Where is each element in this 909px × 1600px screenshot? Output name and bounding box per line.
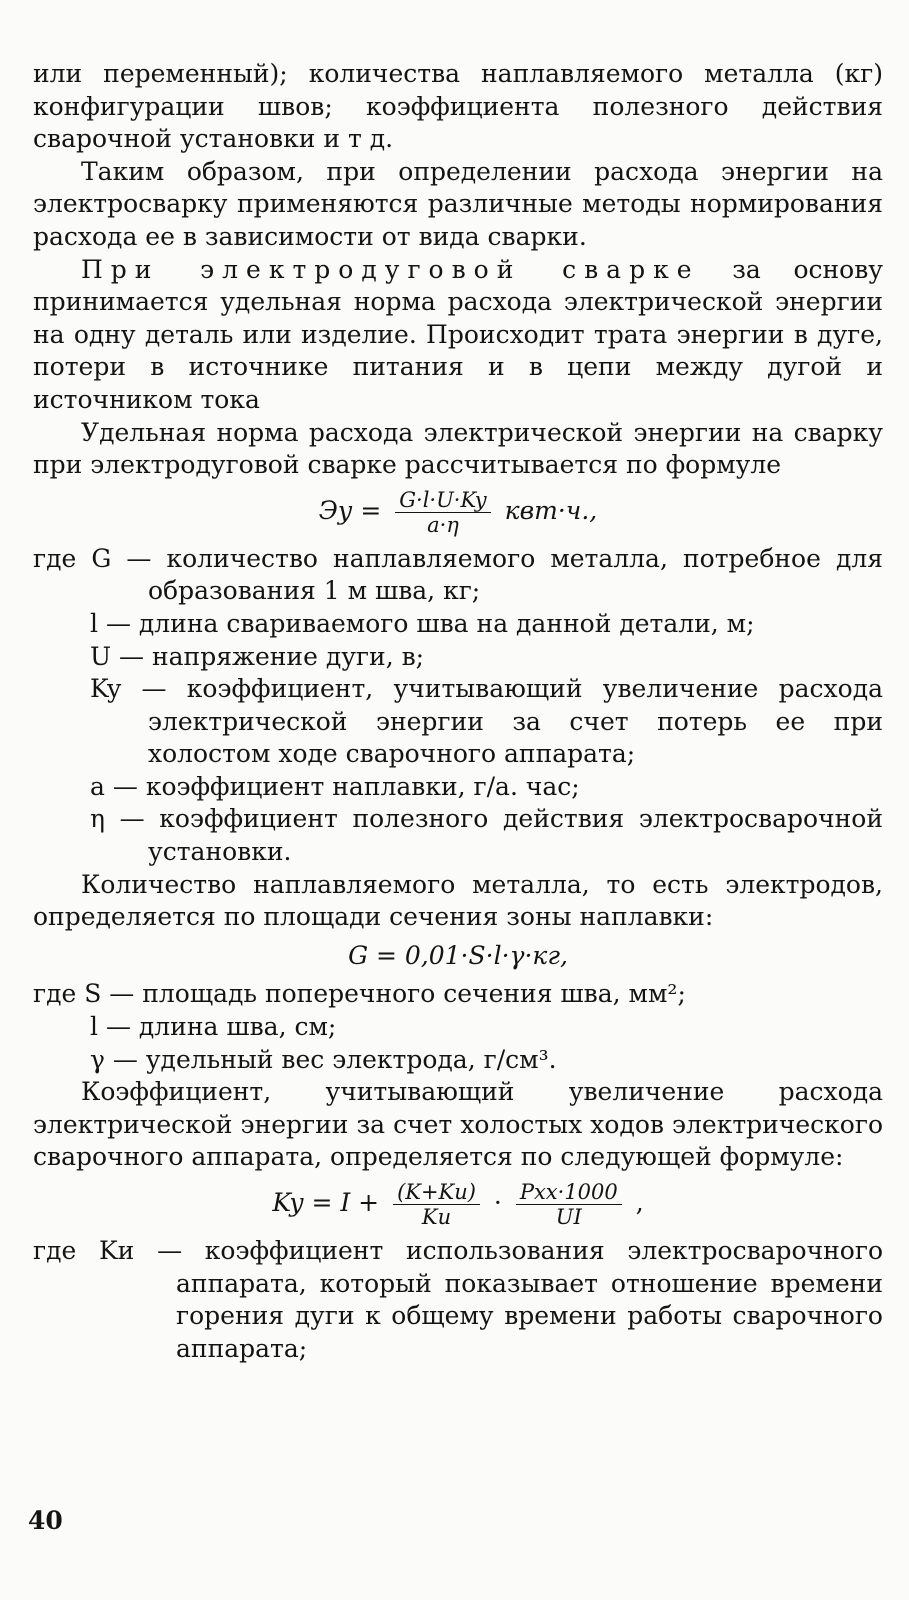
definition-item (33, 641, 883, 674)
fraction-numerator: G·l·U·Ky (395, 488, 490, 513)
definition-item (33, 1044, 883, 1077)
definition-text: количество наплавляемого металла, потребное для образования 1 м шва, кг; (148, 543, 883, 606)
definition-text: коэффициент, учитывающий увеличение расхода электрической энергии за счет потерь ее при холостом ходе сварочного аппарата; (148, 674, 883, 769)
spaced-heading: При электродуговой сварке (81, 254, 700, 284)
paragraph: Коэффициент, учитывающий увеличение расхода электрической энергии за счет холостых ходов электрического сварочного аппарата, определяется по следующей формуле: (33, 1077, 883, 1172)
definition-symbol: где Kи — (33, 1236, 205, 1265)
formula-energy (33, 488, 883, 537)
fraction-denominator: a·η (427, 512, 459, 537)
definition-item (33, 1235, 883, 1365)
formula-tail: , (635, 1188, 644, 1217)
definition-symbol: Ky — (90, 674, 187, 704)
definition-symbol: где S — (33, 979, 143, 1009)
paragraph-text: за основу принимается удельная норма расхода электрической энергии на одну деталь или изделие. Происходит трата энергии в дуге, потери в источнике питания и в цепи между дугой и источником тока (33, 254, 883, 414)
definition-item (33, 803, 883, 868)
definition-text: длина шва, см; (138, 1012, 337, 1042)
definition-text: коэффициент наплавки, г/а. час; (145, 771, 580, 801)
fraction-denominator: UI (555, 1205, 582, 1229)
page-text (33, 58, 883, 1365)
definitions-list (33, 543, 883, 869)
definition-symbol: где G — (33, 543, 167, 573)
definition-item (33, 543, 883, 608)
fraction-denominator: Kи (421, 1205, 452, 1229)
definition-symbol: l — (90, 608, 139, 638)
definition-item (33, 1011, 883, 1044)
formula-unit: квт·ч., (504, 495, 598, 525)
definition-text: коэффициент полезного действия электросварочной установки. (148, 804, 883, 867)
paragraph: Таким образом, при определении расхода энергии на электросварку применяются различные методы нормирования расхода ее в зависимости от вида сварки. (33, 156, 883, 251)
multiply-dot: · (493, 1188, 502, 1217)
definition-text: коэффициент использования электросварочного аппарата, который показывает отношение времени горения дуги к общему времени работы сварочного аппарата; (176, 1236, 883, 1363)
definition-text: удельный вес электрода, г/см³. (145, 1044, 557, 1074)
definition-text: напряжение дуги, в; (151, 641, 425, 671)
fraction-numerator: Pxx·1000 (516, 1180, 622, 1205)
definition-symbol: γ — (90, 1044, 146, 1074)
formula-lhs: Эу = (318, 495, 382, 525)
definition-item (33, 771, 883, 804)
paragraph (33, 254, 883, 417)
definitions-list (33, 1235, 883, 1365)
definition-symbol: U — (90, 641, 152, 671)
paragraph: или переменный); количества наплавляемого металла (кг) конфигурации швов; коэффициента полезного действия сварочной установки и т д. (33, 59, 883, 154)
definition-item (33, 608, 883, 641)
formula-text: G = 0,01·S·l·γ·кг, (348, 940, 568, 970)
definitions-list (33, 978, 883, 1076)
fraction (516, 1180, 622, 1229)
formula-coefficient (33, 1180, 883, 1229)
definition-text: длина свариваемого шва на данной детали, м; (138, 608, 755, 638)
fraction (393, 1180, 480, 1229)
page-number: 40 (28, 1506, 63, 1535)
fraction (395, 488, 490, 537)
definition-symbol: η — (90, 804, 160, 834)
formula-metal (33, 940, 883, 973)
fraction-numerator: (K+Kи) (393, 1180, 480, 1205)
paragraph: Удельная норма расхода электрической энергии на сварку при электродуговой сварке рассчитывается по формуле (33, 417, 883, 480)
definition-symbol: l — (90, 1012, 139, 1042)
definition-item (33, 673, 883, 771)
definition-text: площадь поперечного сечения шва, мм²; (142, 979, 686, 1009)
definition-item (33, 978, 883, 1011)
paragraph: Количество наплавляемого металла, то есть электродов, определяется по площади сечения зоны наплавки: (33, 869, 883, 932)
definition-symbol: a — (90, 771, 146, 801)
formula-lhs: Ky = I + (272, 1188, 380, 1217)
